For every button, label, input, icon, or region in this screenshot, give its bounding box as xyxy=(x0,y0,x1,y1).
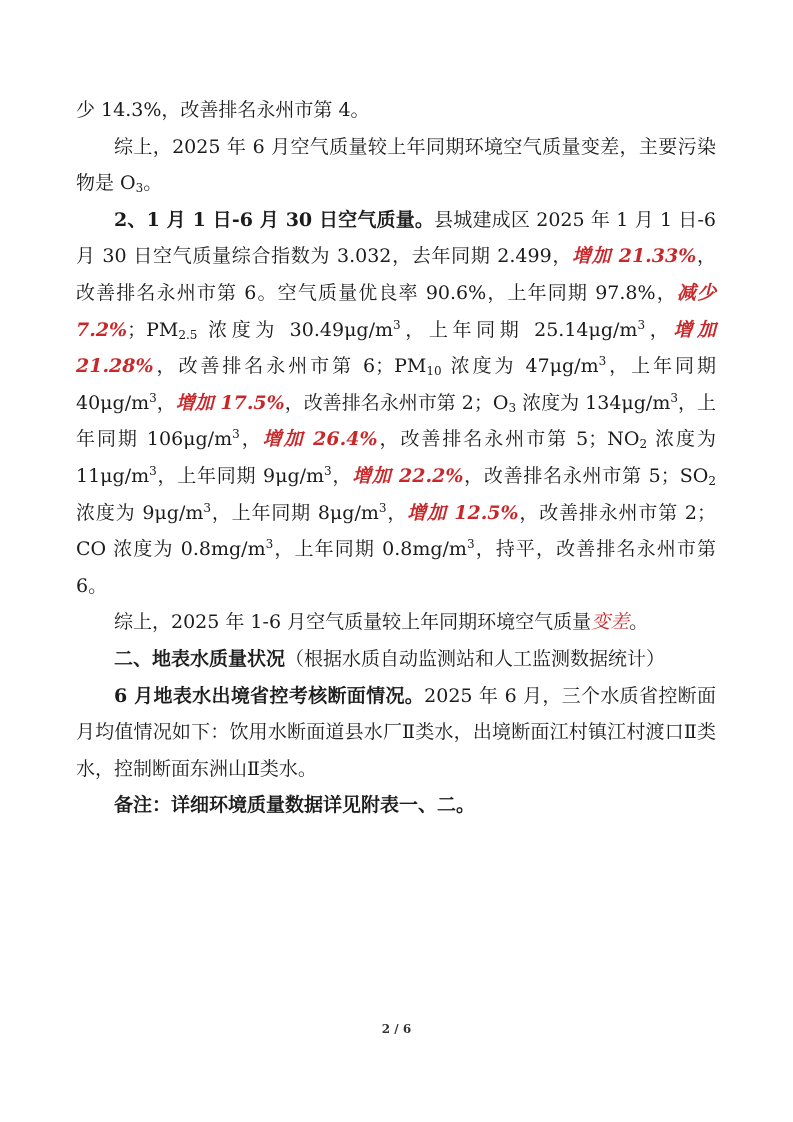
paragraph-text: ，上年同期 40μg/m xyxy=(76,355,716,414)
paragraph-text: ， xyxy=(239,428,263,451)
subscript: 10 xyxy=(426,364,442,379)
paragraph-text: ，上年同期 106μg/m xyxy=(76,391,717,451)
highlight-change: 变差 xyxy=(591,611,630,634)
highlight-change: 增加 17.5% xyxy=(175,391,285,414)
superscript: 3 xyxy=(324,463,332,478)
subscript: 2 xyxy=(708,473,716,488)
superscript: 3 xyxy=(670,390,678,405)
paragraph-continuation xyxy=(76,92,716,129)
superscript: 3 xyxy=(265,537,274,552)
paragraph-text: （根据水质自动监测站和人工监测数据统计） xyxy=(285,647,666,670)
paragraph-text: ， xyxy=(645,318,674,341)
page-number: 2 / 6 xyxy=(381,1022,412,1036)
subscript: 3 xyxy=(135,181,144,196)
paragraph-text: 浓度为 11μg/m xyxy=(76,428,717,487)
highlight-change: 增加 12.5% xyxy=(407,501,519,524)
paragraph-text: ，改善排名永州市第 6；PM xyxy=(153,355,427,378)
paragraph-text: ，改善排名永州市第 5；SO xyxy=(463,464,709,487)
paragraph-text: ， xyxy=(331,464,353,487)
superscript: 3 xyxy=(149,390,157,405)
subscript: 3 xyxy=(508,400,517,415)
note-text: 备注：详细环境质量数据详见附表一、二。 xyxy=(114,794,476,817)
paragraph-text: ，持平，改善排名永州市第 6。 xyxy=(76,538,716,597)
paragraph-text: ，改善排名永州市第 5；NO xyxy=(377,428,640,451)
paragraph-surface-water-heading xyxy=(76,641,716,678)
paragraph-text: ，改善排名永州市第 2；O xyxy=(284,391,509,414)
paragraph-text: ，上年同期 8μg/m xyxy=(211,501,379,524)
superscript: 3 xyxy=(637,317,646,332)
highlight-change: 增加 21.28% xyxy=(76,318,716,378)
paragraph-june-summary xyxy=(76,129,716,202)
superscript: 3 xyxy=(149,463,157,478)
superscript: 3 xyxy=(598,354,607,369)
paragraph-text: 综上，2025 年 1-6 月空气质量较上年同期环境空气质量 xyxy=(114,611,592,634)
paragraph-text: 县城建成区 2025 年 1 月 1 日-6 月 30 日空气质量综合指数为 3.032，去年同期 2.499， xyxy=(76,208,716,268)
highlight-change: 减少 7.2% xyxy=(76,281,716,341)
paragraph-text: ，上年同期 0.8mg/m xyxy=(273,538,467,561)
paragraph-text: 。 xyxy=(143,172,163,195)
superscript: 3 xyxy=(203,500,212,515)
paragraph-text: ，上年同期 9μg/m xyxy=(156,464,325,487)
paragraph-half-year-summary xyxy=(76,604,716,641)
paragraph-text: ， xyxy=(156,391,176,414)
subscript: 2.5 xyxy=(178,327,198,342)
paragraph-text: 浓度为 9μg/m xyxy=(76,501,204,524)
highlight-change: 增加 26.4% xyxy=(262,428,378,451)
paragraph-text: ；PM xyxy=(127,318,179,341)
paragraph-half-year-air-quality xyxy=(76,202,716,605)
superscript: 3 xyxy=(378,500,387,515)
highlight-change: 增加 21.33% xyxy=(572,245,697,268)
paragraph-text: ，改善排永州市第 2；CO 浓度为 0.8mg/m xyxy=(76,501,716,561)
section-heading: 2、1 月 1 日-6 月 30 日空气质量。 xyxy=(114,208,435,231)
paragraph-surface-water-status xyxy=(76,678,716,788)
document-body xyxy=(76,92,716,824)
paragraph-text: ， xyxy=(386,501,408,524)
paragraph-text: 2025 年 6 月，三个水质省控断面月均值情况如下：饮用水断面道县水厂Ⅱ类水，出境断面江村镇江村渡口Ⅱ类水，控制断面东洲山Ⅱ类水。 xyxy=(76,684,717,780)
paragraph-text: 浓度为 30.49μg/m xyxy=(197,318,394,341)
paragraph-text: 。 xyxy=(629,611,649,634)
superscript: 3 xyxy=(232,427,240,442)
paragraph-text: ，上年同期 25.14μg/m xyxy=(400,318,638,341)
paragraph-text: ，改善排名永州市第 6。空气质量优良率 90.6%，上年同期 97.8%， xyxy=(76,245,716,304)
highlight-change: 增加 22.2% xyxy=(352,464,464,487)
paragraph-text: 少 14.3%，改善排名永州市第 4。 xyxy=(76,99,370,121)
paragraph-text: 浓度为 134μg/m xyxy=(516,391,671,414)
superscript: 3 xyxy=(466,537,475,552)
paragraph-text: 综上，2025 年 6 月空气质量较上年同期环境空气质量变差，主要污染物是 O xyxy=(76,135,716,195)
superscript: 3 xyxy=(393,317,401,332)
paragraph-note xyxy=(76,787,716,824)
section-heading: 二、地表水质量状况 xyxy=(114,647,286,670)
subscript: 2 xyxy=(639,437,648,452)
section-heading: 6 月地表水出境省控考核断面情况。 xyxy=(114,684,425,707)
paragraph-text: 浓度为 47μg/m xyxy=(441,355,599,378)
